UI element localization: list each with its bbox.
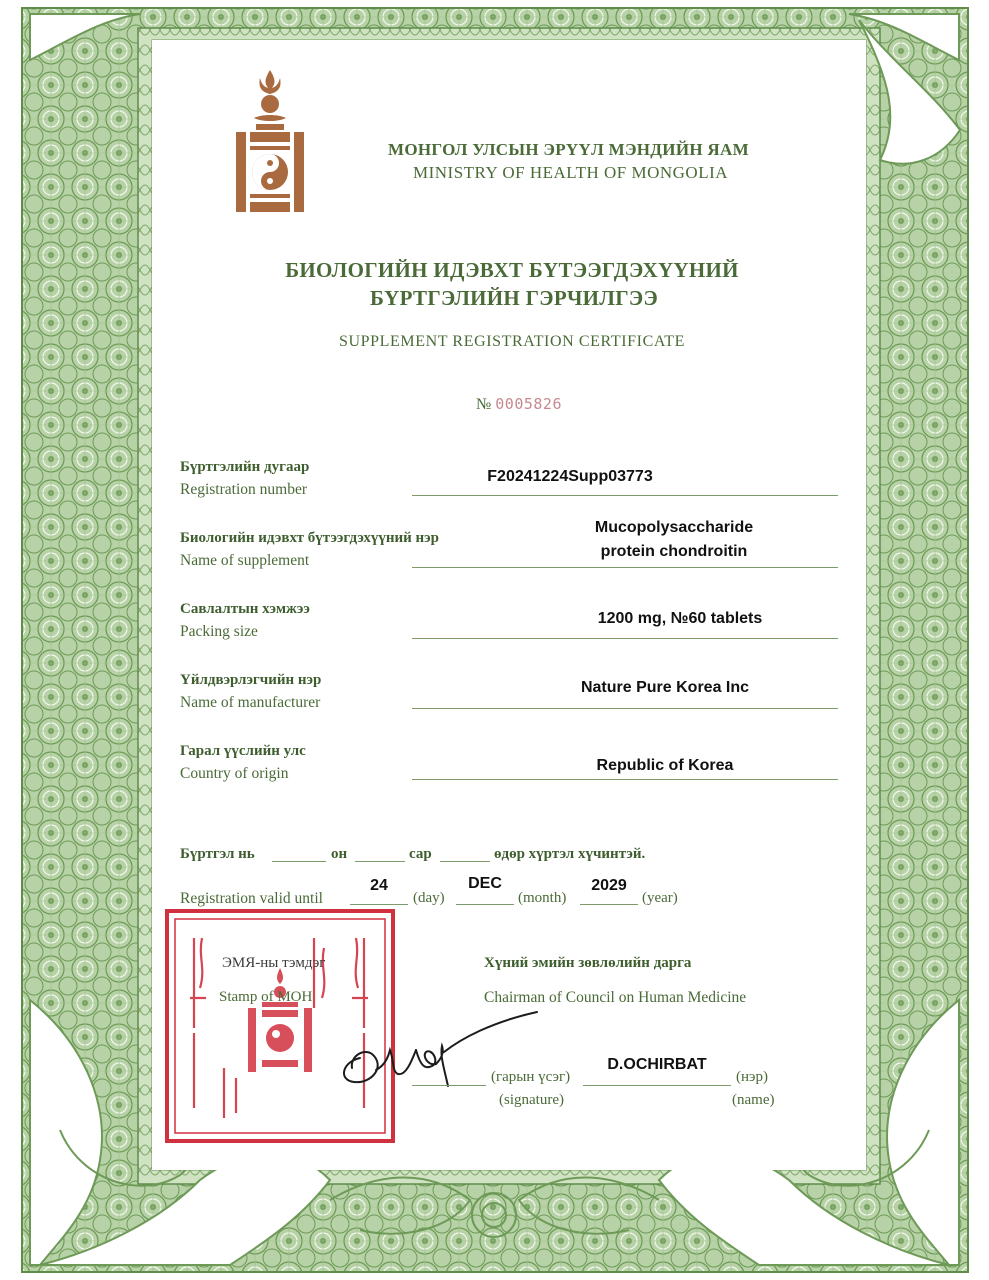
soyombo-emblem-icon: [234, 68, 306, 214]
name-label-en: (name): [732, 1092, 775, 1108]
field-label-mn-manufacturer: Үйлдвэрлэгчийн нэр: [180, 672, 322, 688]
signature-label-mn: (гарын үсэг): [491, 1069, 571, 1085]
blank-underline: [580, 904, 638, 905]
certificate-number: [476, 395, 562, 414]
field-underline: [412, 495, 838, 496]
validity-year-value: 2029: [591, 877, 627, 894]
certificate-title-en: SUPPLEMENT REGISTRATION CERTIFICATE: [339, 333, 685, 350]
blank-underline: [456, 904, 514, 905]
stamp-label-mn: ЭМЯ-ны тэмдэг: [222, 955, 326, 971]
field-value-manufacturer: Nature Pure Korea Inc: [580, 679, 750, 696]
blank-underline: [440, 861, 490, 862]
validity-mn-prefix: Бүртгэл нь: [180, 846, 255, 862]
blank-underline: [355, 861, 405, 862]
chairman-title-en: Chairman of Council on Human Medicine: [484, 989, 747, 1006]
validity-year-label: (year): [642, 890, 678, 906]
field-label-mn-country-of-origin: Гарал үүслийн улс: [180, 743, 306, 759]
certificate-title-mn-line2: БҮРТГЭЛИЙН ГЭРЧИЛГЭЭ: [370, 286, 658, 310]
field-value-supplement-name-line2: protein chondroitin: [600, 543, 748, 560]
validity-day-label: (day): [413, 890, 445, 906]
stamp-label-en: Stamp of MOH: [219, 989, 313, 1005]
field-label-en-country-of-origin: Country of origin: [180, 765, 289, 782]
ministry-name-mn: МОНГОЛ УЛСЫН ЭРҮҮЛ МЭНДИЙН ЯАМ: [388, 140, 749, 159]
name-underline: [583, 1085, 731, 1086]
validity-day-value: 24: [370, 877, 388, 894]
field-label-en-supplement-name: Name of supplement: [180, 552, 310, 569]
number-sign: №: [476, 396, 492, 413]
validity-month-value: DEC: [468, 875, 502, 892]
signature-label-en: (signature): [499, 1092, 564, 1108]
chairman-name: D.OCHIRBAT: [607, 1056, 707, 1073]
field-label-mn-registration-number: Бүртгэлийн дугаар: [180, 459, 310, 475]
validity-en-prefix: Registration valid until: [180, 890, 323, 907]
field-label-en-manufacturer: Name of manufacturer: [180, 694, 321, 711]
field-underline: [412, 567, 838, 568]
field-value-packing-size: 1200 mg, №60 tablets: [597, 610, 763, 627]
field-value-country-of-origin: Republic of Korea: [596, 757, 734, 774]
validity-mn-suffix: өдөр хүртэл хүчинтэй.: [494, 846, 646, 862]
field-label-mn-supplement-name: Биологийн идэвхт бүтээгдэхүүний нэр: [180, 530, 439, 546]
field-underline: [412, 708, 838, 709]
field-label-en-packing-size: Packing size: [180, 623, 258, 640]
validity-mn-sar: сар: [409, 846, 432, 862]
signature-underline: [412, 1085, 486, 1086]
blank-underline: [350, 904, 408, 905]
field-underline: [412, 779, 838, 780]
field-value-supplement-name-line1: Mucopolysaccharide: [594, 519, 754, 536]
certificate-number-value: 0005826: [495, 395, 562, 413]
chairman-title-mn: Хүний эмийн зөвлөлийн дарга: [484, 955, 692, 971]
name-label-mn: (нэр): [736, 1069, 768, 1085]
field-value-registration-number: F20241224Supp03773: [487, 468, 653, 485]
validity-mn-on: он: [331, 846, 348, 862]
blank-underline: [272, 861, 326, 862]
validity-month-label: (month): [518, 890, 567, 906]
field-underline: [412, 638, 838, 639]
ministry-name-en: MINISTRY OF HEALTH OF MONGOLIA: [413, 163, 729, 182]
field-label-en-registration-number: Registration number: [180, 481, 307, 498]
field-label-mn-packing-size: Савлалтын хэмжээ: [180, 601, 310, 617]
certificate-title-mn-line1: БИОЛОГИЙН ИДЭВХТ БҮТЭЭГДЭХҮҮНИЙ: [285, 258, 739, 282]
